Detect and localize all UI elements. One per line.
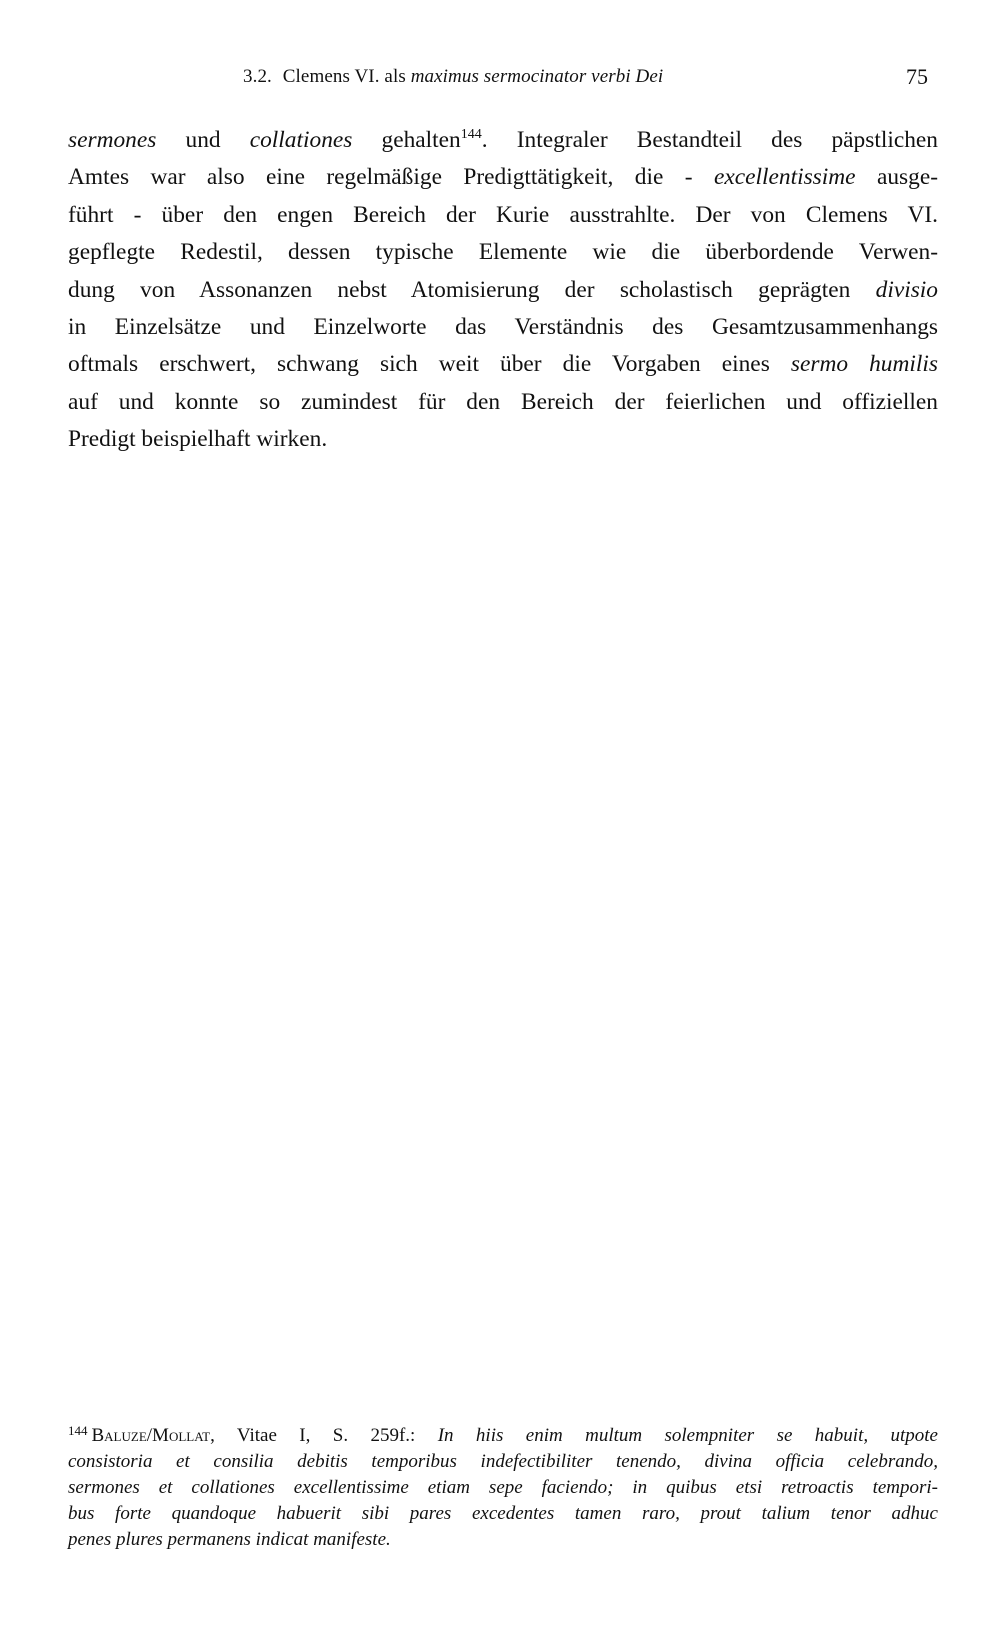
text-line: Predigt beispielhaft wirken. xyxy=(68,426,328,453)
italic-term: sermones xyxy=(68,127,157,153)
text-span: gehalten xyxy=(352,127,461,153)
running-head-title: Clemens VI. als xyxy=(282,66,406,87)
footnote-line xyxy=(68,1423,938,1449)
footnote-number: 144 xyxy=(68,1423,88,1438)
body-paragraph xyxy=(68,122,938,459)
text-line: führt - über den engen Bereich der Kurie ausstrahlte. Der von Clemens VI. xyxy=(68,201,938,228)
text-line xyxy=(68,159,938,196)
footnote-quote: In hiis enim multum solempniter se habuit, utpote xyxy=(437,1425,938,1446)
footnote-line: bus forte quandoque habuerit sibi pares excedentes tamen raro, prout talium tenor adhuc xyxy=(68,1503,938,1524)
footnote-line: consistoria et consilia debitis temporibus indefectibiliter tenendo, divina officia celebrando, xyxy=(68,1451,938,1472)
text-span: Amtes war also eine regelmäßige Predigttätigkeit, die - xyxy=(68,164,714,191)
footnote-line: sermones et collationes excellentissime etiam sepe faciendo; in quibus etsi retroactis tempori- xyxy=(68,1477,938,1498)
text-line: gepflegte Redestil, dessen typische Elemente wie die überbordende Verwen- xyxy=(68,239,938,266)
text-span: . Integraler Bestandteil des päpstlichen xyxy=(481,127,939,153)
italic-term: divisio xyxy=(875,276,938,303)
text-span: ausge- xyxy=(855,164,938,191)
footnote-reference[interactable]: 144 xyxy=(460,127,482,142)
footnote-author: Baluze/Mollat xyxy=(91,1425,211,1446)
running-head-title-italic: maximus sermocinator verbi Dei xyxy=(410,66,664,87)
text-line: auf und konnte so zumindest für den Bereich der feierlichen und offiziellen xyxy=(68,388,938,415)
italic-term: excellentissime xyxy=(713,164,856,191)
text-span: und xyxy=(156,127,250,153)
footnote xyxy=(68,1423,938,1553)
text-span: oftmals erschwert, schwang sich weit über die Vorgaben eines xyxy=(68,351,791,378)
text-line xyxy=(68,122,938,159)
text-line xyxy=(68,272,938,309)
footnote-reference-text: , Vitae I, S. 259f.: xyxy=(210,1425,438,1446)
running-head xyxy=(243,66,663,88)
text-line xyxy=(68,346,938,383)
section-number: 3.2. xyxy=(243,66,272,87)
text-line: in Einzelsätze und Einzelworte das Verständnis des Gesamtzusammenhangs xyxy=(68,313,938,340)
italic-term: sermo humilis xyxy=(790,351,938,378)
italic-term: collationes xyxy=(249,127,353,153)
text-span: dung von Assonanzen nebst Atomisierung der scholastisch geprägten xyxy=(68,276,876,303)
page-number: 75 xyxy=(906,64,928,89)
footnote-line: penes plures permanens indicat manifeste. xyxy=(68,1529,391,1550)
